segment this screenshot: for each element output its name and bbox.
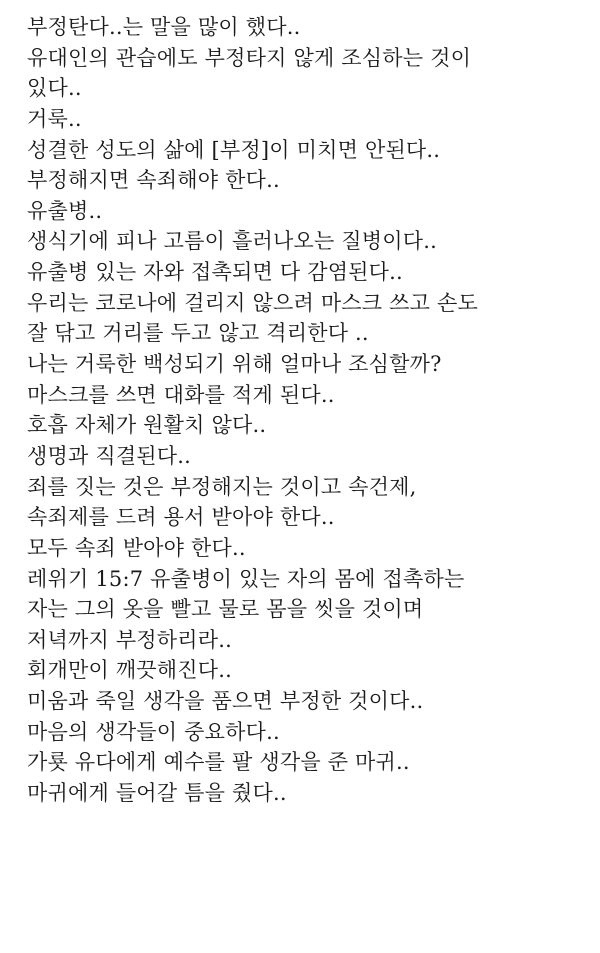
- text-line: 마귀에게 들어갈 틈을 줬다..: [27, 781, 287, 806]
- text-line: 생명과 직결된다..: [27, 443, 192, 468]
- text-line: 부정해지면 속죄해야 한다..: [27, 168, 280, 193]
- text-line: 속죄제를 드려 용서 받아야 한다..: [27, 505, 335, 530]
- text-line: 우리는 코로나에 걸리지 않으려 마스크 쓰고 손도: [27, 290, 478, 315]
- text-line: 거룩..: [27, 106, 82, 131]
- text-line: 성결한 성도의 삶에 [부정]이 미치면 안된다..: [27, 137, 441, 162]
- text-line: 모두 속죄 받아야 한다..: [27, 535, 246, 560]
- text-line: 자는 그의 옷을 빨고 물로 몸을 씻을 것이며: [27, 597, 424, 622]
- text-line: 유출병..: [27, 198, 103, 223]
- text-line: 유대인의 관습에도 부정타지 않게 조심하는 것이: [27, 45, 472, 70]
- text-line: 가룟 유다에게 예수를 팔 생각을 준 마귀..: [27, 750, 410, 775]
- text-line: 저녁까지 부정하리라..: [27, 627, 232, 652]
- text-line: 부정탄다..는 말을 많이 했다..: [27, 15, 301, 39]
- text-line: 레위기 15:7 유출병이 있는 자의 몸에 접촉하는: [27, 566, 465, 591]
- text-line: 죄를 짓는 것은 부정해지는 것이고 속건제,: [27, 474, 417, 499]
- text-line: 유출병 있는 자와 접촉되면 다 감염된다..: [27, 260, 403, 285]
- text-line: 마스크를 쓰면 대화를 적게 된다..: [27, 382, 335, 407]
- text-line: 생식기에 피나 고름이 흘러나오는 질병이다..: [27, 229, 437, 254]
- text-line: 미움과 죽일 생각을 품으면 부정한 것이다..: [27, 689, 424, 714]
- text-line: 나는 거룩한 백성되기 위해 얼마나 조심할까?: [27, 352, 442, 377]
- text-line: 잘 닦고 거리를 두고 않고 격리한다 ..: [27, 321, 369, 346]
- text-line: 있다..: [27, 76, 82, 101]
- text-line: 회개만이 깨끗해진다..: [27, 658, 232, 683]
- text-line: 호흡 자체가 원활치 않다..: [27, 413, 267, 438]
- text-line: 마음의 생각들이 중요하다..: [27, 719, 280, 744]
